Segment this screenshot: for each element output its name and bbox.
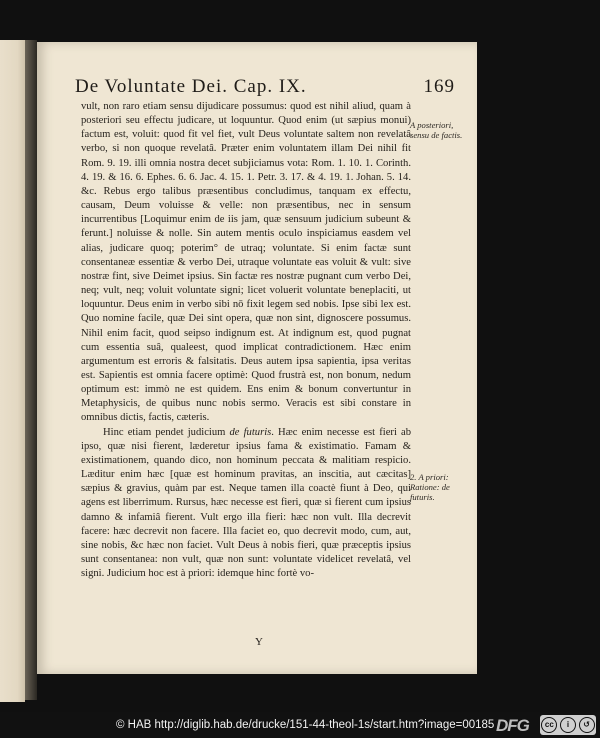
cc-icon: cc [541,717,557,733]
signature-mark: Y [255,636,263,648]
footer-bar [0,712,600,738]
paragraph-1: vult, non raro etiam sensu dijudicare possumus: quod est nihil aliud, quam à posteriori seu effectu judicare, ut loquuntur. Quod enim (ut sæpius monui) factum est, voluit: quod fit vel fiet, vult Deus voluntate saltem non revelatâ verbo, si non quoque revelatâ. Præter enim voluntatem illam Dei nihil fit Rom. 9. 19. illi omnia nostra decet subjiciamus vota: Rom. 1. 10. 1. Corinth. 4. 19. & 16. 6. Ephes. 6. 6. Jac. 4. 15. 1. Petr. 3. 17. & 4. 19. 1. Johan. 5. 14. &c. Rebus ergo talibus præsentibus concludimus, tanquam ex effectu, causam, Deum voluisse & velle: non præsentibus, nec in sensum incurrentibus [Loquimur enim de iis jam, quæ sensuum judicium subeunt & ferunt.] noluisse & nolle. Sin autem mentis oculo inspiciamus easdem vel alias, judicare quoq; poterim° de utraq; voluntate. Si enim factæ sunt consentaneæ essentiæ & verbo Dei, utraque voluntate eas voluit & vult: sive nostræ fint, sive Deimet ipsius. Sin factæ res nostræ pugnant cum verbo Dei, neq; vult, neq; voluit voluntate signi; licet voluerit voluntate beneplaciti, ut loquuntur. Deus enim in verbo sibi nō fixit legem sed nobis. Ipse sibi lex est. Quo nomine facile, quæ Dei sint opera, quæ non sint, dignoscere possumus. Nihil enim facit, quod seipso indignum est. At indignum est, quod pugnat cum essentia suâ, qualeest, quod implicat contradictionem. Hæc enim argumentum est erroris & falsitatis. Deus autem ipsa sapientia, ipsa veritas est. Sapientis est omnia facere optimè: Quod frustrà est, non bonum, nedum optimum est: immò ne est quidem. Ens enim & bonum convertuntur in Metaphysicis, de quibus nunc nobis sermo. Veracis est sibi constare in omnibus dictis, factis, cæteris. [81,101,411,424]
paragraph-2: Hinc etiam pendet judicium de futuris. Hæc enim necesse est fieri ab ipso, quæ nisi fierent, læderetur ipsius fama & existimatio. Famam & existimationem, quando dico, non hominum peccata & malitiam respicio. Læditur enim hæc [quæ est hominum pravitas, an inscitia, aut cæcitas] sæpius & gravius, quàm par est. Neque tamen illa coactè fiunt à Deo, qui agens est liberrimum. Rursus, hæc necesse est fieri, quæ si fierent cum ipsius damno & infamiâ fierent. Vult ergo illa fieri: hæc non vult. Illa decrevit facere: hæc decrevit non facere. Illa faciet eo, quo decrevit modo, cum, aut, sine nobis, &c hæc non faciet. Vult Deus à nobis fieri, quæ præceptis ipsius sunt consentanea: non vult, quæ non sunt: voluntate videlicet revelatâ, vel signi. Judicium hoc est à priori: idemque hinc fortè vo- [81,426,412,580]
by-icon: i [560,717,576,733]
emphasis-phrase: de futuris [229,426,272,438]
book-page [37,42,477,674]
book-gutter [25,40,37,700]
margin-note-1: A posteriori, sensu de factis. [410,120,463,140]
footer-credit [116,719,494,731]
body-text [81,100,411,581]
previous-page-edge [0,40,25,702]
running-title: De Voluntate Dei. Cap. IX. [75,76,307,97]
margin-note-2: 2. A priori: Ratione: de futuris. [410,472,450,502]
copyright-text: © HAB [116,719,152,731]
sa-icon: ↺ [579,717,595,733]
source-link[interactable]: http://diglib.hab.de/drucke/151-44-theol-1s/start.htm?image=00185 [154,719,495,731]
dfg-logo: DFG [496,716,529,735]
cc-license-badge[interactable] [540,715,596,735]
page-number: 169 [423,76,455,97]
